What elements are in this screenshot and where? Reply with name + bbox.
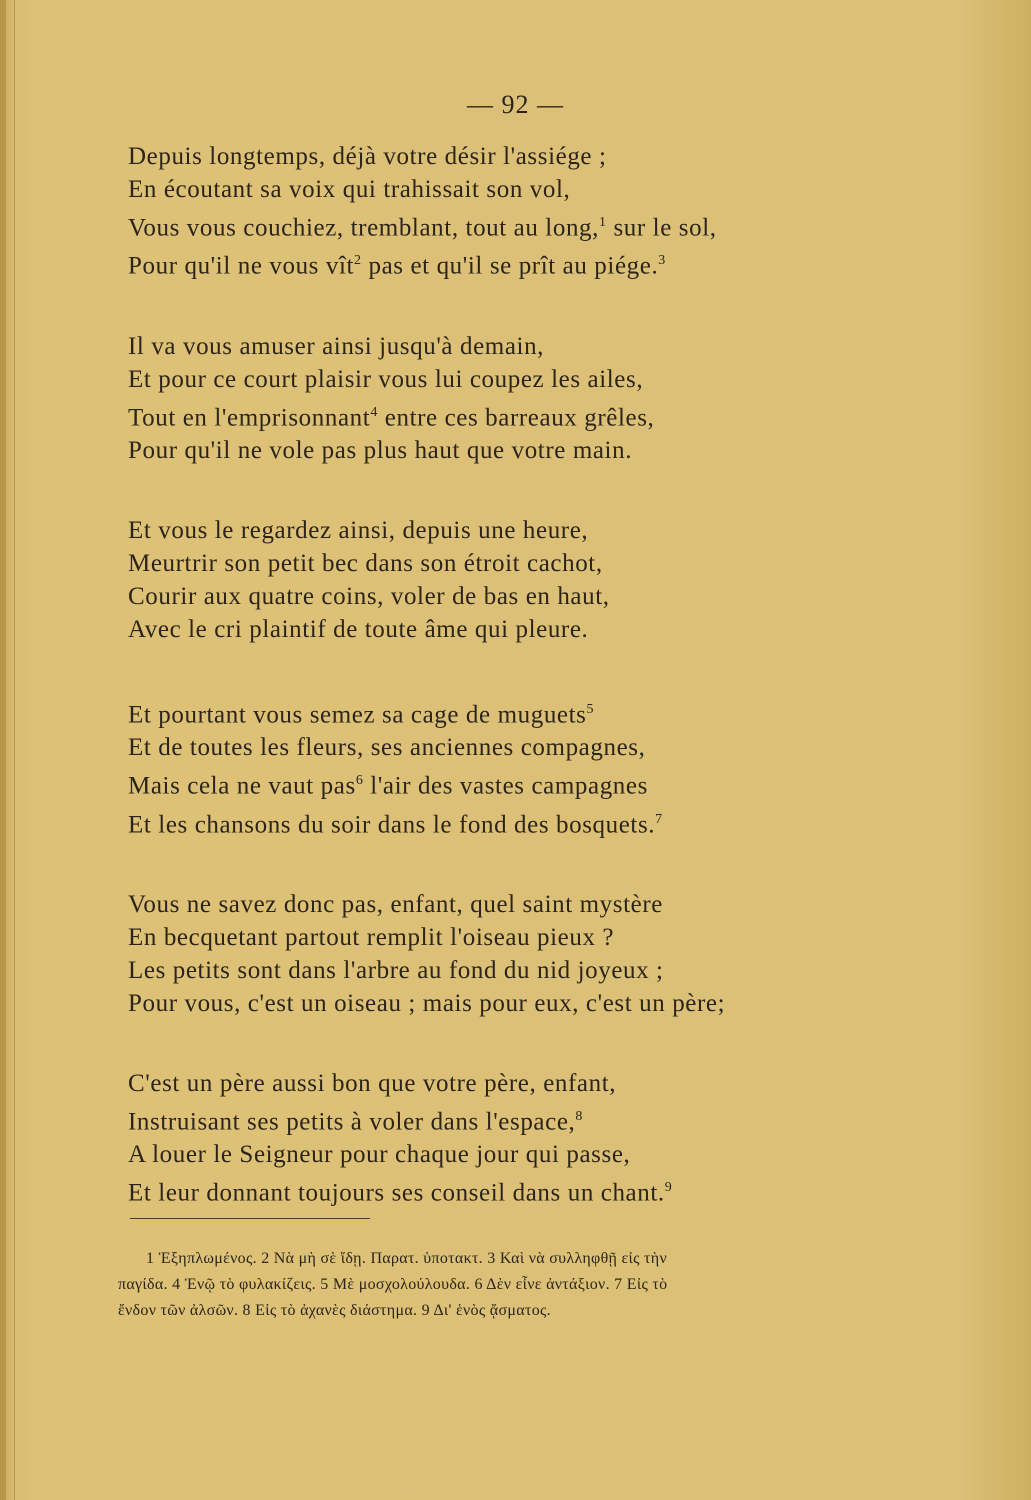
stanza <box>128 693 908 841</box>
verse-line <box>128 693 908 731</box>
verse-line <box>128 434 908 467</box>
verse-text: Et de toutes les fleurs, ses anciennes compagnes, <box>128 734 646 762</box>
verse-text: Les petits sont dans l'arbre au fond du nid joyeux ; <box>128 956 664 984</box>
verse-line <box>128 1138 908 1171</box>
verse-line <box>128 173 908 206</box>
verse-text: Pour vous, c'est un oiseau ; mais pour eux, c'est un père; <box>128 989 726 1017</box>
verse-line <box>128 613 908 646</box>
verse-line <box>128 547 908 580</box>
verse-line <box>128 140 908 173</box>
footnote-marker: 4 <box>370 404 378 420</box>
verse-line <box>128 396 908 434</box>
page-number: — 92 — <box>467 90 564 119</box>
verse-line <box>128 954 908 987</box>
verse-text: Depuis longtemps, déjà votre désir l'assiége ; <box>128 143 607 170</box>
verse-line <box>128 803 908 841</box>
poem <box>128 140 908 1257</box>
verse-line <box>128 1100 908 1138</box>
verse-line <box>128 330 908 363</box>
footnote-divider <box>130 1218 370 1219</box>
verse-text: Pour qu'il ne vous vît <box>128 252 355 280</box>
verse-text: Instruisant ses petits à voler dans l'espace, <box>128 1108 576 1136</box>
footnotes <box>118 1246 838 1324</box>
footnote-marker: 2 <box>354 253 362 269</box>
footnote-marker: 1 <box>599 215 607 230</box>
stanza <box>128 1067 908 1210</box>
verse-line <box>128 363 908 396</box>
footnote-marker: 5 <box>586 701 595 717</box>
stanza <box>128 888 908 1020</box>
stanza <box>128 330 908 467</box>
verse-line <box>128 764 908 802</box>
verse-text: En becquetant partout remplit l'oiseau pieux ? <box>128 923 615 951</box>
verse-text-continued: entre ces barreaux grêles, <box>377 403 655 431</box>
verse-text: Avec le cri plaintif de toute âme qui pleure. <box>128 615 589 643</box>
verse-line <box>128 206 908 244</box>
verse-text: Et leur donnant toujours ses conseil dans un chant. <box>128 1179 665 1207</box>
verse-text: Et pourtant vous semez sa cage de muguets <box>128 701 587 729</box>
verse-text: A louer le Seigneur pour chaque jour qui passe, <box>128 1141 631 1169</box>
verse-text: Il va vous amuser ainsi jusqu'à demain, <box>128 332 545 360</box>
verse-line <box>128 244 908 282</box>
stanza <box>128 514 908 646</box>
verse-text: En écoutant sa voix qui trahissait son vol, <box>128 176 571 203</box>
verse-text: C'est un père aussi bon que votre père, enfant, <box>128 1069 617 1097</box>
verse-line <box>128 1171 908 1209</box>
verse-text: Et vous le regardez ainsi, depuis une heure, <box>128 516 589 544</box>
verse-text: Meurtrir son petit bec dans son étroit cachot, <box>128 549 603 577</box>
verse-line <box>128 1067 908 1100</box>
verse-text: Courir aux quatre coins, voler de bas en haut, <box>128 582 610 610</box>
verse-line <box>128 987 908 1020</box>
footnote-line: ἔνδον τῶν ἀλσῶν. 8 Εἰς τὸ ἀχανὲς διάστημα. 9 Δι' ἑνὸς ᾄσματος. <box>118 1302 551 1319</box>
footnote-marker: 8 <box>575 1108 583 1124</box>
footnote-line: παγίδα. 4 Ἐνῷ τὸ φυλακίζεις. 5 Μὲ μοσχολούλουδα. 6 Δὲν εἶνε ἀντάξιον. 7 Εἰς τὸ <box>118 1276 668 1293</box>
verse-text: Pour qu'il ne vole pas plus haut que votre main. <box>128 436 633 464</box>
verse-line <box>128 580 908 613</box>
footnote-line: 1 Ἐξηπλωμένος. 2 Νὰ μὴ σὲ ἴδῃ. Παρατ. ὑποτακτ. 3 Καὶ νὰ συλληφθῇ εἰς τὴν <box>146 1250 667 1267</box>
verse-line <box>128 514 908 547</box>
footnote-marker: 3 <box>658 253 666 269</box>
verse-line <box>128 731 908 764</box>
footnote-marker: 6 <box>355 773 364 789</box>
stanza <box>128 140 908 283</box>
verse-text: Et pour ce court plaisir vous lui coupez les ailes, <box>128 365 644 393</box>
verse-text: Tout en l'emprisonnant <box>128 403 371 431</box>
verse-text: Et les chansons du soir dans le fond des bosquets. <box>128 810 656 838</box>
footnote-marker: 7 <box>655 811 663 827</box>
verse-text-continued: pas et qu'il se prît au piége. <box>361 252 659 280</box>
verse-text-continued: l'air des vastes campagnes <box>363 772 648 800</box>
verse-text: Mais cela ne vaut pas <box>128 772 356 800</box>
page-edge <box>0 0 6 1500</box>
verse-text: Vous ne savez donc pas, enfant, quel saint mystère <box>128 890 663 918</box>
verse-line <box>128 921 908 954</box>
verse-line <box>128 888 908 921</box>
page-fold-line <box>14 0 15 1500</box>
footnote-marker: 9 <box>664 1180 673 1196</box>
verse-text-continued: sur le sol, <box>606 214 717 242</box>
verse-text: Vous vous couchiez, tremblant, tout au long, <box>128 214 600 242</box>
